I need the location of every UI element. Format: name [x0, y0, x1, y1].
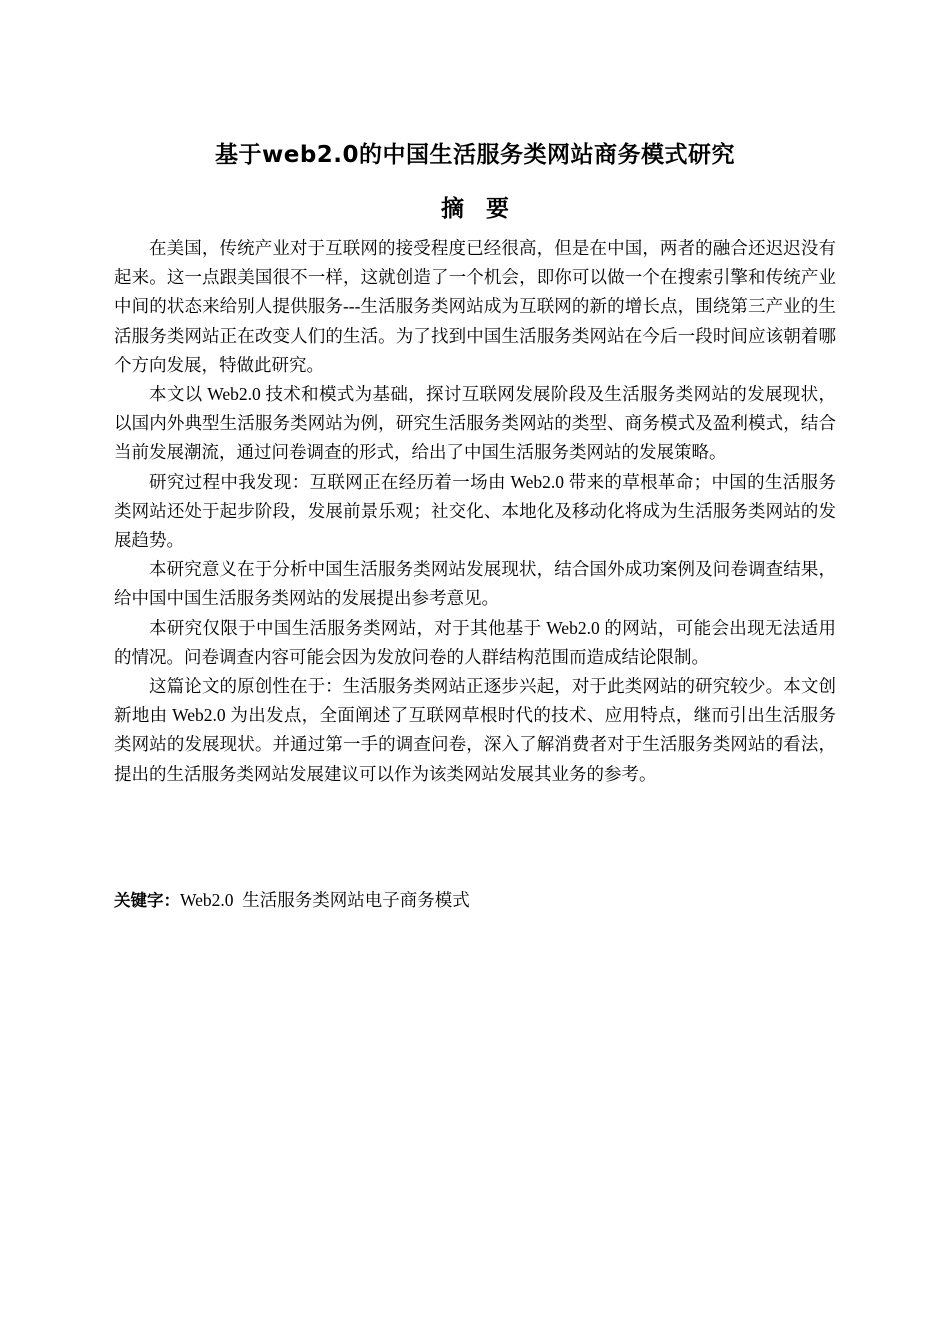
abstract-paragraph: 这篇论文的原创性在于：生活服务类网站正逐步兴起，对于此类网站的研究较少。本文创新地由 Web2.0 为出发点，全面阐述了互联网草根时代的技术、应用特点，继而引出生活服务类网站的发展现状。并通过第一手的调查问卷，深入了解消费者对于生活服务类网站的看法，提出的生活服务类网站发展建议可以作为该类网站发展其业务的参考。 — [114, 676, 836, 784]
abstract-paragraph: 本研究意义在于分析中国生活服务类网站发展现状，结合国外成功案例及问卷调查结果，给中国中国生活服务类网站的发展提出参考意见。 — [114, 559, 836, 609]
abstract-paragraph: 本研究仅限于中国生活服务类网站，对于其他基于 Web2.0 的网站，可能会出现无法适用的情况。问卷调查内容可能会因为发放问卷的人群结构范围而造成结论限制。 — [114, 617, 836, 667]
abstract-paragraph: 本文以 Web2.0 技术和模式为基础，探讨互联网发展阶段及生活服务类网站的发展现状，以国内外典型生活服务类网站为例，研究生活服务类网站的类型、商务模式及盈利模式，结合当前发展潮流，通过问卷调查的形式，给出了中国生活服务类网站的发展策略。 — [114, 384, 836, 463]
abstract-paragraph: 在美国，传统产业对于互联网的接受程度已经很高，但是在中国，两者的融合还迟迟没有起来。这一点跟美国很不一样，这就创造了一个机会，即你可以做一个在搜索引擎和传统产业中间的状态来给别人提供服务---生活服务类网站成为互联网的新的增长点，围绕第三产业的生活服务类网站正在改变人们的生活。为了找到中国生活服务类网站在今后一段时间应该朝着哪个方向发展，特做此研究。 — [114, 238, 836, 375]
keywords-label: 关键字： — [114, 891, 180, 910]
abstract-paragraph: 研究过程中我发现：互联网正在经历着一场由 Web2.0 带来的草根革命；中国的生活服务类网站还处于起步阶段，发展前景乐观；社交化、本地化及移动化将成为生活服务类网站的发展趋势。 — [114, 471, 836, 551]
abstract-heading: 摘要 — [441, 196, 531, 222]
keywords-line — [114, 886, 836, 915]
keywords-value: Web2.0 生活服务类网站电子商务模式 — [180, 890, 470, 910]
abstract-body — [114, 234, 836, 789]
paper-title: 基于web2.0的中国生活服务类网站商务模式研究 — [214, 142, 736, 168]
